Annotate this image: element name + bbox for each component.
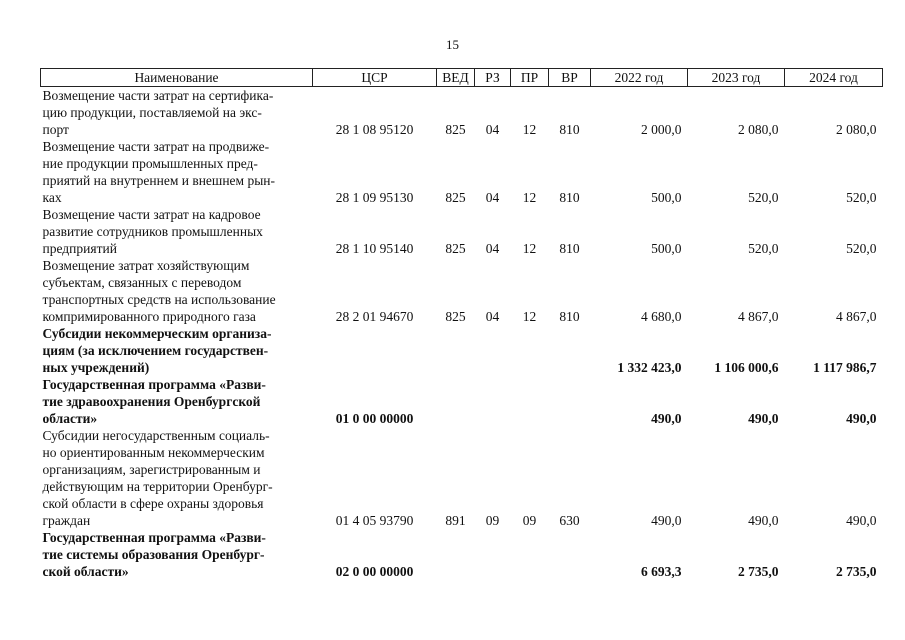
row-rz: 04: [485, 190, 500, 205]
row-value-2022: 490,0: [651, 411, 682, 426]
table-row: [41, 206, 883, 257]
row-value-2024: 490,0: [846, 411, 877, 426]
table-row: [41, 87, 883, 139]
row-vr: 630: [559, 513, 580, 528]
row-pr: 12: [522, 190, 537, 205]
row-ved: [437, 529, 475, 580]
row-name: Возмещение части затрат на сертифика- цию продукции, поставляемой на экс- порт: [42, 88, 274, 137]
row-name: Субсидии некоммерческим организа- циям (за исключением государствен- ных учреждений): [42, 326, 272, 375]
table-row: [41, 427, 883, 529]
row-value-2024: 2 080,0: [836, 122, 877, 137]
row-ved: [437, 325, 475, 376]
row-value-2023: 520,0: [748, 241, 779, 256]
row-vr: [549, 529, 591, 580]
row-vr: 810: [559, 241, 580, 256]
row-value-2022: 2 000,0: [641, 122, 682, 137]
row-vr: [549, 376, 591, 427]
row-csr: 01 4 05 93790: [335, 513, 414, 528]
page-number: 15: [446, 37, 459, 52]
row-pr: 09: [522, 513, 537, 528]
row-csr: 28 1 09 95130: [335, 190, 414, 205]
row-csr: 02 0 00 00000: [335, 564, 414, 579]
row-value-2022: 6 693,3: [641, 564, 682, 579]
row-ved: 891: [445, 513, 466, 528]
row-value-2023: 490,0: [748, 513, 779, 528]
row-value-2024: 2 735,0: [836, 564, 877, 579]
header-2024: 2024 год: [785, 69, 883, 87]
table-body: [41, 87, 883, 581]
row-csr: 28 1 08 95120: [335, 122, 414, 137]
row-ved: 825: [445, 122, 466, 137]
row-vr: 810: [559, 122, 580, 137]
row-ved: 825: [445, 309, 466, 324]
row-rz: 04: [485, 309, 500, 324]
row-csr: [313, 325, 437, 376]
row-value-2022: 4 680,0: [641, 309, 682, 324]
row-value-2022: 490,0: [651, 513, 682, 528]
row-value-2023: 2 080,0: [738, 122, 779, 137]
header-pr: ПР: [511, 69, 549, 87]
row-rz: [475, 529, 511, 580]
table-row: [41, 257, 883, 325]
row-value-2023: 1 106 000,6: [714, 360, 779, 375]
header-ved: ВЕД: [437, 69, 475, 87]
row-rz: 09: [485, 513, 500, 528]
row-name: Возмещение затрат хозяйствующим субъектам, связанных с переводом транспортных средств на использование компримированного природного газа: [42, 258, 276, 324]
row-csr: 28 1 10 95140: [335, 241, 414, 256]
row-pr: [511, 529, 549, 580]
row-value-2022: 500,0: [651, 241, 682, 256]
row-value-2022: 1 332 423,0: [617, 360, 682, 375]
row-csr: 28 2 01 94670: [335, 309, 414, 324]
row-pr: [511, 376, 549, 427]
row-name: Возмещение части затрат на кадровое развитие сотрудников промышленных предприятий: [42, 207, 263, 256]
row-vr: 810: [559, 190, 580, 205]
row-pr: [511, 325, 549, 376]
header-vr: ВР: [549, 69, 591, 87]
header-2023: 2023 год: [688, 69, 785, 87]
row-pr: 12: [522, 309, 537, 324]
row-rz: [475, 325, 511, 376]
table-row: [41, 529, 883, 580]
row-name: Субсидии негосударственным социаль- но ориентированным некоммерческим организациям, зарегистрированным и действующим на территории Оренбург- ской области в сфере охраны здоровья граждан: [42, 428, 273, 528]
row-name: Государственная программа «Разви- тие здравоохранения Оренбургской области»: [42, 377, 266, 426]
row-value-2023: 520,0: [748, 190, 779, 205]
row-name: Возмещение части затрат на продвиже- ние продукции промышленных пред- приятий на внутреннем и внешнем рын- ках: [42, 139, 275, 205]
table-row: [41, 376, 883, 427]
row-value-2024: 520,0: [846, 190, 877, 205]
table-row: [41, 325, 883, 376]
row-value-2022: 500,0: [651, 190, 682, 205]
budget-table: [40, 68, 883, 580]
row-pr: 12: [522, 122, 537, 137]
table-row: [41, 138, 883, 206]
header-rz: РЗ: [475, 69, 511, 87]
row-name: Государственная программа «Разви- тие системы образования Оренбург- ской области»: [42, 530, 266, 579]
row-ved: [437, 376, 475, 427]
row-value-2024: 520,0: [846, 241, 877, 256]
row-value-2024: 1 117 986,7: [813, 360, 877, 375]
header-csr: ЦСР: [313, 69, 437, 87]
row-ved: 825: [445, 190, 466, 205]
row-value-2024: 490,0: [846, 513, 877, 528]
table-header-row: [41, 69, 883, 87]
row-rz: 04: [485, 122, 500, 137]
row-vr: [549, 325, 591, 376]
row-value-2023: 4 867,0: [738, 309, 779, 324]
row-value-2023: 490,0: [748, 411, 779, 426]
row-vr: 810: [559, 309, 580, 324]
row-value-2023: 2 735,0: [738, 564, 779, 579]
row-value-2024: 4 867,0: [836, 309, 877, 324]
header-2022: 2022 год: [591, 69, 688, 87]
row-rz: [475, 376, 511, 427]
row-pr: 12: [522, 241, 537, 256]
row-ved: 825: [445, 241, 466, 256]
row-rz: 04: [485, 241, 500, 256]
row-csr: 01 0 00 00000: [335, 411, 414, 426]
header-name: Наименование: [41, 69, 313, 87]
